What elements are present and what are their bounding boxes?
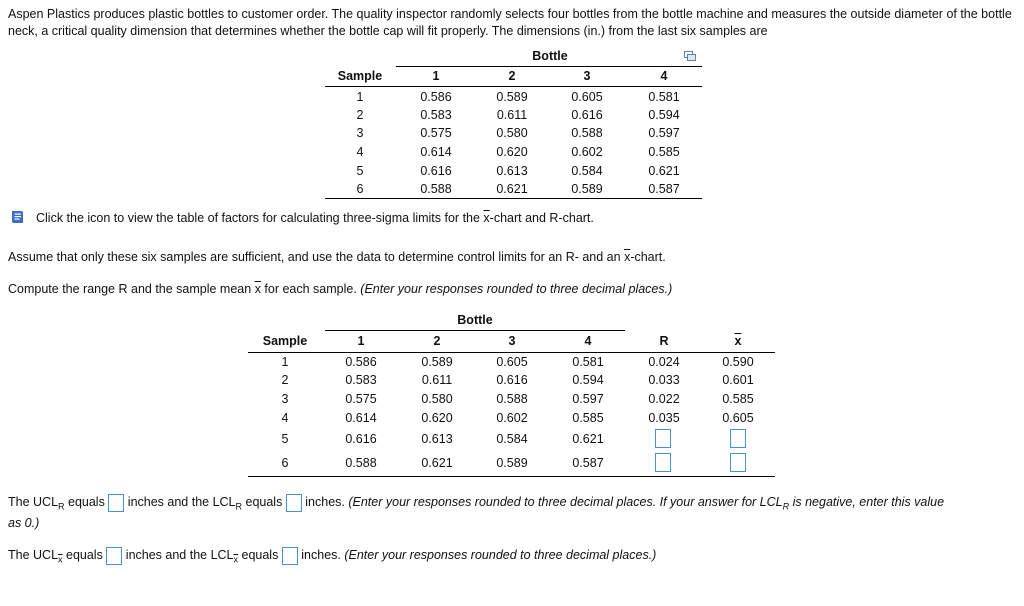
value-cell-2: 0.614 bbox=[345, 411, 377, 425]
value-cell: 0.621 bbox=[496, 182, 528, 196]
ucl-x-input[interactable] bbox=[106, 547, 122, 565]
intro-text: Aspen Plastics produces plastic bottles to customer order. The quality inspector randomly selects four bottles from the bottle machine and measures the outside diameter of the bottle neck, a critical quality dimension that determines whether the bottle cap will fit properly. The dimensions (in.) from the last six samples are bbox=[8, 7, 1012, 38]
bottle-col-header: 2 bbox=[508, 69, 516, 83]
value-cell: 0.585 bbox=[648, 145, 680, 159]
value-cell: 0.586 bbox=[420, 90, 452, 104]
value-cell-2: 0.589 bbox=[496, 456, 528, 470]
value-cell-2: 0.588 bbox=[345, 456, 377, 470]
value-cell-2: 0.621 bbox=[572, 432, 604, 446]
value-cell-2: 0.575 bbox=[345, 392, 377, 406]
value-cell-2: 0.597 bbox=[572, 392, 604, 406]
mean-cell: 0.605 bbox=[722, 411, 754, 425]
book-icon[interactable] bbox=[10, 209, 26, 225]
value-cell: 0.613 bbox=[496, 164, 528, 178]
mean-cell: 0.601 bbox=[722, 373, 754, 387]
value-cell-2: 0.605 bbox=[496, 355, 528, 369]
value-cell: 0.620 bbox=[496, 145, 528, 159]
ucl-r-question: The $UCL_R$ equals inches and the $LCL_R$ equals inches. (Enter your responses rounded to three decimal places. If your answer for $LCL_R$ is negative, enter this value bbox=[8, 495, 945, 512]
ucl-r-input[interactable] bbox=[108, 494, 124, 512]
value-cell-2: 0.620 bbox=[421, 411, 453, 425]
value-cell-2: 0.613 bbox=[421, 432, 453, 446]
value-cell: 0.583 bbox=[420, 108, 452, 122]
r-header: R bbox=[659, 334, 669, 348]
range-cell: 0.022 bbox=[648, 392, 680, 406]
sample-cell-2: 4 bbox=[281, 411, 289, 425]
value-cell: 0.594 bbox=[648, 108, 680, 122]
value-cell-2: 0.621 bbox=[421, 456, 453, 470]
bottle-col-header: 1 bbox=[432, 69, 440, 83]
copy-icon[interactable] bbox=[684, 51, 696, 61]
sample-cell: 4 bbox=[356, 145, 364, 159]
sample-cell: 3 bbox=[356, 126, 364, 140]
value-cell: 0.616 bbox=[420, 164, 452, 178]
sample-cell-2: 1 bbox=[281, 355, 289, 369]
value-cell: 0.589 bbox=[496, 90, 528, 104]
value-cell-2: 0.616 bbox=[496, 373, 528, 387]
sample-cell: 2 bbox=[356, 108, 364, 122]
bottle-group-header: Bottle bbox=[532, 49, 568, 63]
bottle-group-header-2: Bottle bbox=[457, 313, 493, 327]
sample-cell: 6 bbox=[356, 182, 364, 196]
range-cell: 0.033 bbox=[648, 373, 680, 387]
value-cell-2: 0.580 bbox=[421, 392, 453, 406]
bottle-col-header: 4 bbox=[660, 69, 668, 83]
sample-cell-2: 5 bbox=[281, 432, 289, 446]
value-cell: 0.580 bbox=[496, 126, 528, 140]
mean-input-row-6[interactable] bbox=[730, 453, 746, 472]
sample-cell: 5 bbox=[356, 164, 364, 178]
sample-cell-2: 3 bbox=[281, 392, 289, 406]
value-cell-2: 0.584 bbox=[496, 432, 528, 446]
mean-cell: 0.590 bbox=[722, 355, 754, 369]
value-cell: 0.575 bbox=[420, 126, 452, 140]
value-cell: 0.597 bbox=[648, 126, 680, 140]
ucl-r-note-continued: as 0.) bbox=[8, 516, 40, 530]
sample-header: Sample bbox=[337, 69, 383, 83]
range-input-row-5[interactable] bbox=[655, 429, 671, 448]
bottle-col-header-2: 4 bbox=[584, 334, 592, 348]
value-cell: 0.581 bbox=[648, 90, 680, 104]
sample-cell-2: 2 bbox=[281, 373, 289, 387]
ucl-x-question: The $UCL_{\overline{x}}$ equals inches and the $LCL_{\overline{x}}$ equals inches. (Enter your responses rounded to three decimal places.) bbox=[8, 548, 657, 565]
value-cell-2: 0.581 bbox=[572, 355, 604, 369]
value-cell-2: 0.589 bbox=[421, 355, 453, 369]
value-cell: 0.587 bbox=[648, 182, 680, 196]
value-cell: 0.621 bbox=[648, 164, 680, 178]
range-cell: 0.035 bbox=[648, 411, 680, 425]
value-cell-2: 0.585 bbox=[572, 411, 604, 425]
value-cell-2: 0.587 bbox=[572, 456, 604, 470]
value-cell-2: 0.588 bbox=[496, 392, 528, 406]
value-cell: 0.616 bbox=[571, 108, 603, 122]
value-cell-2: 0.616 bbox=[345, 432, 377, 446]
value-cell: 0.588 bbox=[420, 182, 452, 196]
sample-cell-2: 6 bbox=[281, 456, 289, 470]
value-cell-2: 0.586 bbox=[345, 355, 377, 369]
value-cell-2: 0.602 bbox=[496, 411, 528, 425]
bottle-col-header-2: 1 bbox=[357, 334, 365, 348]
value-cell: 0.588 bbox=[571, 126, 603, 140]
bottle-col-header-2: 2 bbox=[433, 334, 441, 348]
value-cell-2: 0.594 bbox=[572, 373, 604, 387]
bottle-col-header-2: 3 bbox=[508, 334, 516, 348]
mean-cell: 0.585 bbox=[722, 392, 754, 406]
value-cell: 0.611 bbox=[496, 108, 528, 122]
range-input-row-6[interactable] bbox=[655, 453, 671, 472]
value-cell: 0.584 bbox=[571, 164, 603, 178]
value-cell: 0.602 bbox=[571, 145, 603, 159]
mean-input-row-5[interactable] bbox=[730, 429, 746, 448]
value-cell-2: 0.611 bbox=[421, 373, 453, 387]
assume-text: Assume that only these six samples are sufficient, and use the data to determine control limits for an R- and an $\overline{x}$-chart. bbox=[8, 250, 666, 264]
sample-cell: 1 bbox=[356, 90, 364, 104]
bottle-col-header: 3 bbox=[583, 69, 591, 83]
factor-table-link-text: Click the icon to view the table of factors for calculating three-sigma limits for the $\overline{x}$-chart and R-chart. bbox=[36, 211, 594, 225]
compute-instruction: Compute the range R and the sample mean $\overline{x}$ for each sample. (Enter your responses rounded to three decimal places.) bbox=[8, 282, 673, 296]
value-cell: 0.605 bbox=[571, 90, 603, 104]
xbar-header: $\overline{x}$ bbox=[734, 334, 742, 348]
range-cell: 0.024 bbox=[648, 355, 680, 369]
value-cell-2: 0.583 bbox=[345, 373, 377, 387]
value-cell: 0.614 bbox=[420, 145, 452, 159]
lcl-r-input[interactable] bbox=[286, 494, 302, 512]
lcl-x-input[interactable] bbox=[282, 547, 298, 565]
value-cell: 0.589 bbox=[571, 182, 603, 196]
sample-header-2: Sample bbox=[262, 334, 308, 348]
